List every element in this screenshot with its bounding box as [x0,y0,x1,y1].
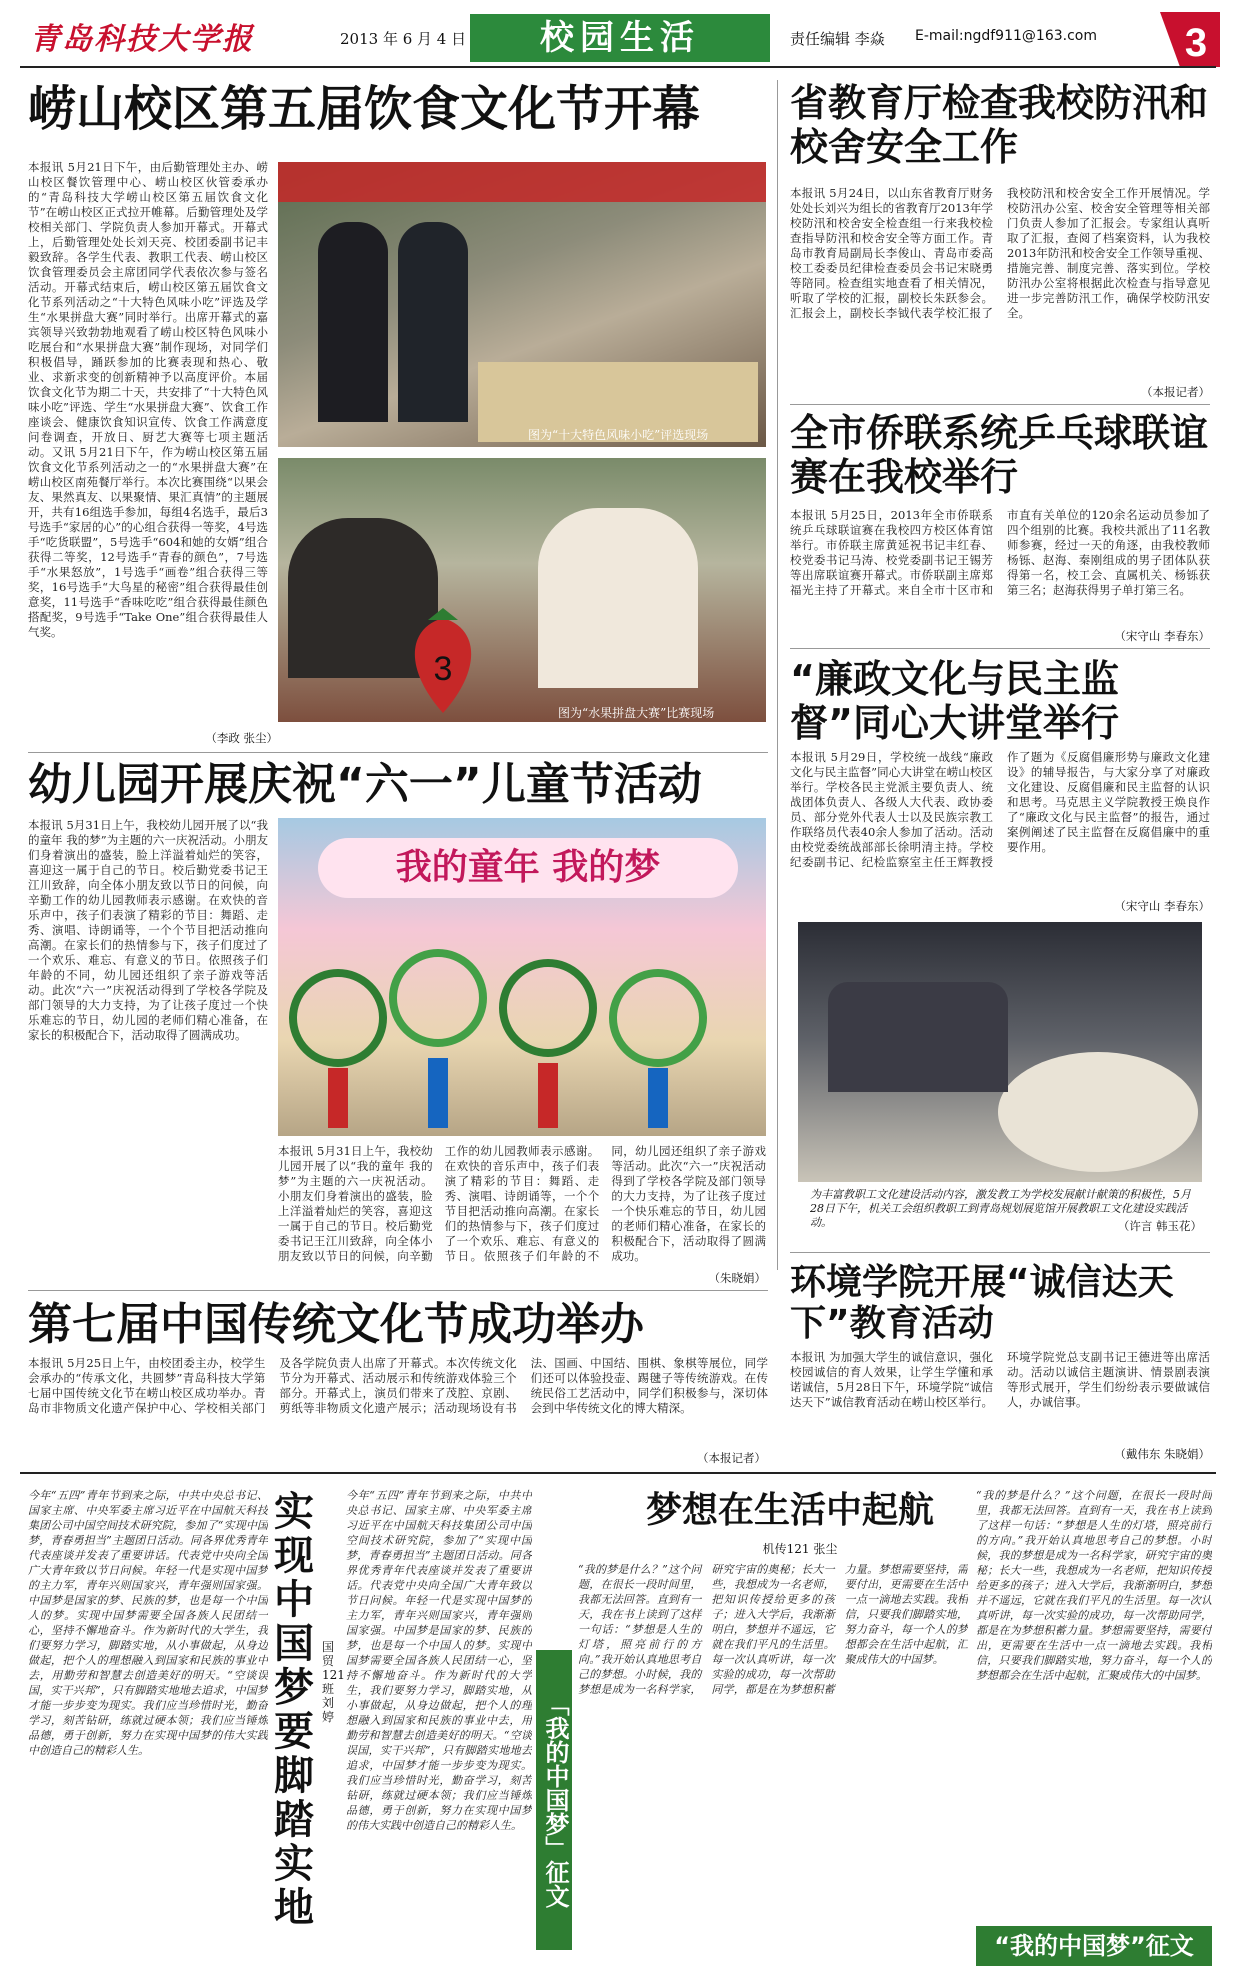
credit-culture: （本报记者） [697,1451,766,1465]
article-culture-festival-body: 本报讯 5月25日上午，由校团委主办，校学生会承办的“传承文化，共圆梦”青岛科技大学第七届中国传统文化节在崂山校区成功举办。青岛市非物质文化遗产保护中心、学校相关部门及各学院负责人出席了开幕式。本次传统文化节分为开幕式、活动展示和传统游戏体验三个部分。开幕式上，演员们带来了茂腔、京剧、剪纸等非物质文化遗产展示；活动现场设有书法、国画、中国结、围棋、象棋等展位，同学们还可以体验投壶、踢毽子等传统游戏。在传统民俗工艺活动中，同学们积极参与，深切体会到中华传统文化的博大精深。 [28,1356,768,1415]
credit-food-festival: （李政 张尘） [205,731,278,745]
sidebar-essay-label: 「我的中国梦」征文 [536,1650,572,1950]
article-integrity-education-body: 本报讯 为加强大学生的诚信意识，强化校园诚信的育人效果，让学生学懂和承诺诚信，5月28日下午，环境学院“诚信达天下”诚信教育活动在崂山校区举行。环境学院党总支副书记王德进等出席活动。活动以诚信主题演讲、情景剧表演等形式展开，学生们纷纷表示要做诚信人，办诚信事。 [790,1350,1210,1409]
divider [28,752,768,753]
credit-integrity: （戴伟东 朱晓娟） [1114,1447,1210,1461]
article-integrity-lecture-body: 本报讯 5月29日，学校统一战线“廉政文化与民主监督”同心大讲堂在崂山校区举行。学校各民主党派主要负责人、统战团体负责人、各级人大代表、政协委员、部分党外代表人士以及民族宗教工作联络员代表40余人参加了活动。活动由校党委统战部部长徐明清主持。学校纪委副书记、纪检监察室主任王辉教授作了题为《反腐倡廉形势与廉政文化建设》的辅导报告，与大家分享了对廉政文化建设、反腐倡廉和民主监督的认识和思考。马克思主义学院教授王焕良作了“廉政文化与民主监督”的报告，通过案例阐述了民主监督在反腐倡廉中的重要作用。 [790,750,1210,869]
photo-kindergarten-performance [278,818,766,1136]
headline-food-festival: 崂山校区第五届饮食文化节开幕 [28,81,701,137]
headline-integrity-lecture: “廉政文化与民主监督”同心大讲堂举行 [790,657,1119,745]
headline-integrity-education: 环境学院开展“诚信达天下”教育活动 [790,1262,1174,1345]
photo-planning-exhibition [798,922,1202,1182]
photo-caption-snack: 图为“十大特色风味小吃”评选现场 [528,428,709,442]
headline-dream-sets-sail: 梦想在生活中起航 [645,1490,934,1531]
essay-contest-label: “我的中国梦”征文 [976,1926,1212,1966]
masthead [0,0,1236,70]
photo-fruit-platter [278,458,766,722]
divider [790,648,1210,649]
strawberry-sign-icon [398,608,488,718]
essay-dream-sets-sail-continued: “我的梦是什么？”这个问题，在很长一段时间里，我都无法回答。直到有一天，我在书上读到了这样一句话：“梦想是人生的灯塔，照亮前行的方向。”我开始认真地思考自己的梦想。小时候，我的梦想是成为一名科学家，研究宇宙的奥秘；长大一些，我想成为一名老师，把知识传授给更多的孩子；进入大学后，我渐渐明白，梦想并不遥远，它就在我们平凡的生活里。每一次认真听讲，每一次实验的成功，每一次帮助同学，都是在为梦想积蓄力量。梦想需要坚持，需要付出，更需要在生活中一点一滴地去实践。我相信，只要我们脚踏实地，努力奋斗，每一个人的梦想都会在生活中起航，汇聚成伟大的中国梦。 [976,1489,1212,1682]
credit-pingpong: （宋守山 李春东） [1114,629,1210,643]
editor-email: E-mail:ngdf911@163.com [915,28,1097,44]
editor-credit: 责任编辑 李焱 [790,30,885,48]
divider [28,1290,768,1291]
credit-flood: （本报记者） [1141,385,1210,399]
photo-snack-contest [278,162,766,447]
photo-caption-exhibition: 为丰富教职工文化建设活动内容，激发教工为学校发展献计献策的积极性，5月28日下午，机关工会组织教职工到青岛规划展览馆开展教职工文化建设实践活动。 [810,1188,1191,1229]
newspaper-name: 青岛科技大学报 [30,22,254,57]
article-flood-inspection-body: 本报讯 5月24日，以山东省教育厅财务处处长刘兴为组长的省教育厅2013年学校防汛和校舍安全检查组一行来我校检查指导防汛和校舍安全等方面工作。青岛市教育局副局长李俊山、青岛市委高校工委委员纪律检查委员会书记宋晓勇等陪同。检查组实地查看了相关情况，听取了学校的汇报，副校长朱跃参会。汇报会上，副校长李钺代表学校汇报了我校防汛和校舍安全工作开展情况。学校防汛办公室、校舍安全管理等相关部门负责人参加了汇报会。专家组认真听取了汇报，查阅了档案资料，认为我校2013年防汛和校舍安全工作领导重视、措施完善、制度完善、落实到位。学校防汛办公室将根据此次检查与指导意见进一步完善防汛工作，确保学校防汛安全。 [790,186,1210,320]
issue-date: 2013 年 6 月 4 日 [340,30,467,48]
photo-caption-fruit: 图为“水果拼盘大赛”比赛现场 [558,706,715,720]
article-childrens-day-body: 本报讯 5月31日上午，我校幼儿园开展了以“我的童年 我的梦”为主题的六一庆祝活动。小朋友们身着演出的盛装，脸上洋溢着灿烂的笑容，喜迎这一属于自己的节日。校后勤党委书记王江川致辞，向全体小朋友致以节日的问候，向辛勤工作的幼儿园教师表示感谢。在欢快的音乐声中，孩子们表演了精彩的节目：舞蹈、走秀、演唱、诗朗诵等，一个个节目把活动推向高潮。在家长们的热情参与下，孩子们度过了一个欢乐、难忘、有意义的节日。依照孩子们年龄的不同，幼儿园还组织了亲子游戏等活动。此次“六一”庆祝活动得到了学校各学院及部门领导的大力支持，为了让孩子度过一个快乐难忘的节日，幼儿园的老师们精心准备，在家长的积极配合下，活动取得了圆满成功。 [28,818,268,1042]
credit-lecture: （宋守山 李春东） [1114,899,1210,913]
page-number-badge [1160,12,1220,67]
svg-text:3: 3 [433,650,453,688]
divider [790,404,1210,405]
byline-dream-sets-sail: 机传121 张尘 [762,1542,838,1556]
article-childrens-day-body-continued: 本报讯 5月31日上午，我校幼儿园开展了以“我的童年 我的梦”为主题的六一庆祝活动。小朋友们身着演出的盛装，脸上洋溢着灿烂的笑容，喜迎这一属于自己的节日。校后勤党委书记王江川致辞，向全体小朋友致以节日的问候，向辛勤工作的幼儿园教师表示感谢。在欢快的音乐声中，孩子们表演了精彩的节目：舞蹈、走秀、演唱、诗朗诵等，一个个节目把活动推向高潮。在家长们的热情参与下，孩子们度过了一个欢乐、难忘、有意义的节日。依照孩子们年龄的不同，幼儿园还组织了亲子游戏等活动。此次“六一”庆祝活动得到了学校各学院及部门领导的大力支持，为了让孩子度过一个快乐难忘的节日，幼儿园的老师们精心准备，在家长的积极配合下，活动取得了圆满成功。 [278,1144,766,1263]
hoops-decoration-icon [278,938,766,1136]
page-number: 3 [1184,21,1208,65]
headline-china-dream-vertical: 实现中国梦要脚踏实地 [274,1489,314,1931]
headline-pingpong: 全市侨联系统乒乓球联谊赛在我校举行 [790,411,1209,499]
photo-credit-exhibition: （许言 韩玉花） [1117,1219,1202,1233]
section-title: 校园生活 [470,14,770,62]
masthead-rule [20,66,1216,68]
headline-flood-inspection: 省教育厅检查我校防汛和校舍安全工作 [790,81,1209,169]
essay-dream-sets-sail-body: “我的梦是什么？”这个问题，在很长一段时间里，我都无法回答。直到有一天，我在书上读到了这样一句话：“梦想是人生的灯塔，照亮前行的方向。”我开始认真地思考自己的梦想。小时候，我的梦想是成为一名科学家，研究宇宙的奥秘；长大一些，我想成为一名老师，把知识传授给更多的孩子；进入大学后，我渐渐明白，梦想并不遥远，它就在我们平凡的生活里。每一次认真听讲，每一次实验的成功，每一次帮助同学，都是在为梦想积蓄力量。梦想需要坚持，需要付出，更需要在生活中一点一滴地去实践。我相信，只要我们脚踏实地，努力奋斗，每一个人的梦想都会在生活中起航，汇聚成伟大的中国梦。 [578,1563,968,1696]
headline-culture-festival: 第七届中国传统文化节成功举办 [28,1299,644,1350]
headline-childrens-day: 幼儿园开展庆祝“六一”儿童节活动 [28,759,702,810]
credit-childrens-day: （朱晓娟） [708,1271,766,1285]
divider [790,1252,1210,1253]
column-divider [777,80,778,1270]
byline-china-dream: 国贸121班 刘婷 [322,1640,345,1724]
essay-china-dream-continued: 今年“五四”青年节到来之际，中共中央总书记、国家主席、中央军委主席习近平在中国航天科技集团公司中国空间技术研究院，参加了“实现中国梦，青春勇担当”主题团日活动。同各界优秀青年代表座谈并发表了重要讲话。代表党中央向全国广大青年致以节日问候。年轻一代是实现中国梦的主力军，青年兴则国家兴，青年强则国家强。中国梦是国家的梦、民族的梦，也是每一个中国人的梦。实现中国梦需要全国各族人民团结一心，坚持不懈地奋斗。作为新时代的大学生，我们要努力学习，脚踏实地，从小事做起，从身边做起，把个人的理想融入到国家和民族的事业中去，用勤劳和智慧去创造美好的明天。“空谈误国，实干兴邦”，只有脚踏实地地去追求，中国梦才能一步步变为现实。我们应当珍惜时光，勤奋学习，刻苦钻研，练就过硬本领；我们应当锤炼品德，勇于创新，努力在实现中国梦的伟大实践中创造自己的精彩人生。 [346,1489,532,1832]
section-rule [20,1472,1216,1474]
article-food-festival-body: 本报讯 5月21日下午，由后勤管理处主办、崂山校区餐饮管理中心、崂山校区伙管委承办的“青岛科技大学崂山校区第五届饮食文化节”在崂山校区正式拉开帷幕。后勤管理处及学校相关部门、学院负责人参加开幕式。开幕式上，后勤管理处处长刘天亮、校团委副书记丰毅致辞。各学生代表、教职工代表、崂山校区饮食管理委员会主席团同学代表依次参与签名活动。开幕式结束后，崂山校区第五届饮食文化节系列活动之“十大特色风味小吃”评选及学生“水果拼盘大赛”同时举行。出席开幕式的嘉宾领导兴致勃勃地观看了崂山校区特色风味小吃展台和“水果拼盘大赛”制作现场，对同学们积极倡导，踊跃参加的比赛表现和热心、敬业、求新求变的创新精神予以高度评价。本届饮食文化节为期二十天，共安排了“十大特色风味小吃”评选、学生“水果拼盘大赛”、饮食工作座谈会、健康饮食知识宣传、饮食工作满意度问卷调查，开放日、厨艺大赛等七项主题活动。又讯 5月21日下午，作为崂山校区第五届饮食文化节系列活动之一的“水果拼盘大赛”在崂山校区南苑餐厅举行。本次比赛围绕“以果会友、果然真友、以果聚情、果汇真情”的主题展开，共有16组选手参加，每组4名选手，最后3号选手“家居的心”的心组合获得一等奖，4号选手“吃货联盟”，5号选手“604和她的女婿”组合获得二等奖，12号选手“青春的颜色”，7号选手“水果怒放”，1号选手“画卷”组合获得三等奖，16号选手“大鸟星的秘密”组合获得最佳创意奖，11号选手“香味吃吃”组合获得最佳颜色搭配奖，9号选手“Take One”组合获得最佳人气奖。 [28,160,268,639]
essay-china-dream-body: 今年“五四”青年节到来之际，中共中央总书记、国家主席、中央军委主席习近平在中国航天科技集团公司中国空间技术研究院，参加了“实现中国梦，青春勇担当”主题团日活动。同各界优秀青年代表座谈并发表了重要讲话。代表党中央向全国广大青年致以节日问候。年轻一代是实现中国梦的主力军，青年兴则国家兴，青年强则国家强。中国梦是国家的梦、民族的梦，也是每一个中国人的梦。实现中国梦需要全国各族人民团结一心，坚持不懈地奋斗。作为新时代的大学生，我们要努力学习，脚踏实地，从小事做起，从身边做起，把个人的理想融入到国家和民族的事业中去，用勤劳和智慧去创造美好的明天。“空谈误国，实干兴邦”，只有脚踏实地地去追求，中国梦才能一步步变为现实。我们应当珍惜时光，勤奋学习，刻苦钻研，练就过硬本领；我们应当锤炼品德，勇于创新，努力在实现中国梦的伟大实践中创造自己的精彩人生。 [28,1489,268,1757]
stage-banner: 我的童年 我的梦 [318,838,738,898]
article-pingpong-body: 本报讯 5月25日，2013年全市侨联系统乒乓球联谊赛在我校四方校区体育馆举行。市侨联主席黄延祝书记丰红春、校党委书记马涛、校党委副书记王锡芳等出席联谊赛开幕式。市侨联副主席郑福光主持了开幕式。来自全市十区市和市直有关单位的120余名运动员参加了四个组别的比赛。我校共派出了11名教师参赛，经过一天的角逐，由我校教师杨铄、赵海、秦刚组成的男子团体队获得第一名，校工会、直属机关、杨铄获第三名；赵海获得男子单打第三名。 [790,508,1210,597]
